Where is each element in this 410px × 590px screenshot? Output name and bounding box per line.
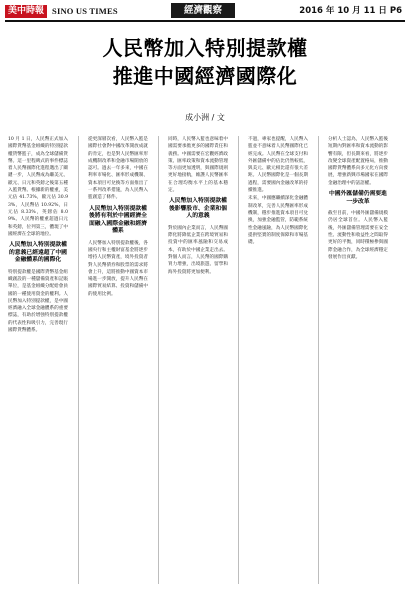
article-column-5 (328, 136, 388, 586)
body-paragraph: 從更深層次看，人民幣入籃是國際社會對中國改革開放成就的肯定，也是對人民幣匯率形成機制改革和金融市場開放的認可。過去一年多來，中國在利率市場化、匯率形成機制、資本項目可兌換等方面推出了一系列改革措施，為人民幣入籃創造了條件。 (88, 137, 148, 201)
body-paragraph: 不過，專家也提醒，人民幣入籃並不意味着人民幣國際化已經完成。人民幣在全球支付和外匯儲備中的佔比仍然較低，與美元、歐元相比還有很大差距。人民幣國際化是一個長期過程，需要國內金融改革的持續推進。 (248, 137, 308, 194)
masthead (5, 3, 405, 19)
article-column-1 (8, 136, 68, 586)
body-paragraph: 對於國內企業而言，人民幣國際化將降低企業在跨境貿易和投資中的匯率風險和交易成本，有助於中國企業走出去。對個人而言，人民幣的國際購買力增強，出境旅遊、留學和海外投資將更加便利。 (168, 225, 228, 275)
newspaper-english-name: SINO US TIMES (52, 6, 118, 16)
column-divider (158, 136, 159, 584)
section-subheading: 人民幣加入特別提款權後將有利於中國經濟全面融入國際金融和經濟體系 (89, 205, 147, 235)
headline-line-1: 人民幣加入特別提款權 (102, 36, 308, 60)
section-subheading: 人民幣加入特別提款權的意義已經遠超了中國金融體系的國際化 (9, 242, 67, 264)
masthead-rule (5, 20, 405, 22)
section-label: 經濟觀察 (171, 3, 235, 18)
byline: 成小洲 / 文 (185, 113, 225, 122)
column-divider (318, 136, 319, 584)
body-paragraph: 人民幣加入特別提款權後，各國央行和主權財富基金將逐步增持人民幣資產，境外投資者對人民幣債券和股票的需求將會上升，這將推動中國資本市場進一步開放，提升人民幣在國際貿易結算、投資和儲備中的使用比例。 (88, 240, 148, 297)
body-paragraph: 截至目前，中國外匯儲備規模仍居全球首位。人民幣入籃後，外匯儲備管理需要在安全性、流動性和收益性之間取得更好的平衡，同時積極參與國際金融合作，為全球經濟穩定發展作出貢獻。 (328, 211, 388, 260)
body-paragraph: 分析人士認為，人民幣入籃後短期內對匯率和資本流動的影響有限，但長期來看，將逐步改變全球資產配置格局，推動國際貨幣體系向多元化方向發展，增強新興市場國家在國際金融治理中的話語權。 (328, 137, 388, 186)
body-paragraph: 未來，中國應繼續深化金融體制改革，完善人民幣匯率形成機制，穩步推進資本項目可兌換，加強金融監管，防範系統性金融風險，為人民幣國際化提供堅實的制度保障和市場基礎。 (248, 196, 308, 246)
section-subheading: 人民幣加入特別提款權後影響股市、企業和個人的意義 (169, 198, 227, 220)
headline-line-2: 推進中國經濟國際化 (112, 64, 298, 88)
body-paragraph: 同時，人民幣入籃也意味着中國需要承擔更多的國際責任和義務。中國需要在宏觀經濟政策、匯率政策和資本流動管理等方面更加透明，與國際規則更好地接軌，維護人民幣匯率在合理均衡水平上的基本穩定。 (168, 137, 228, 194)
section-subheading: 中國外匯儲備仍需要進一步改革 (329, 191, 387, 205)
issue-date-page: 2016 年 10 月 11 日 P6 (299, 6, 402, 16)
body-paragraph: 特別提款權是國際貨幣基金組織創設的一種儲備資產和記賬單位，是基金組織分配給會員國的一種使用資金的權利。人民幣加入特別提款權，是中國經濟融入全球金融體系的重要標誌，有助於增強特別提款權的代表性和吸引力，完善現行國際貨幣體系。 (8, 269, 68, 334)
article-column-3 (168, 136, 228, 586)
column-divider (78, 136, 79, 584)
column-divider (238, 136, 239, 584)
article-column-2 (88, 136, 148, 586)
body-paragraph: 10 月 1 日，人民幣正式加入國際貨幣基金組織的特別提款權貨幣籃子，成為全球儲備貨幣。這一里程碑式的事件標誌着人民幣國際化進程邁出了關鍵一步，人民幣成為繼美元、歐元、日元和英鎊之後第五種入籃貨幣。根據新的權重，美元佔 41.73%，歐元佔 30.93%，人民幣佔 10.92%，日元佔 8.33%，英鎊佔 8.09%。人民幣的權重超過日元和英鎊，位列第三，體現了中國經濟在全球的地位。 (8, 137, 68, 237)
article-column-4 (248, 136, 308, 586)
newspaper-logo: 美中時報 (5, 5, 47, 18)
